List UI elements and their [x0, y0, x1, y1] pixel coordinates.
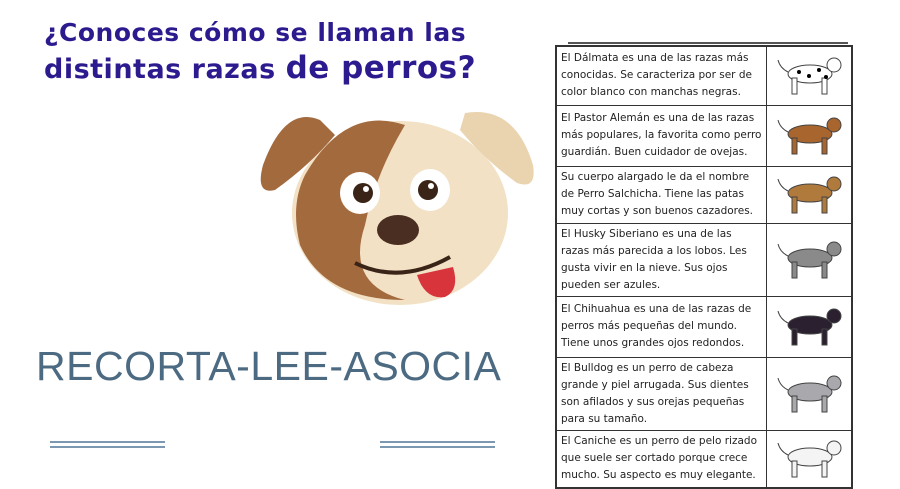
breed-row [556, 105, 852, 166]
breed-description: El Dálmata es una de las razas más conocidas. Se caracteriza por ser de color blanco con manchas negras. [556, 46, 766, 105]
dachshund-icon [774, 169, 844, 217]
breed-picture-cell [766, 296, 852, 357]
title-line-2 [44, 50, 476, 86]
breed-row [556, 166, 852, 223]
breed-picture-cell [766, 357, 852, 430]
table-top-line [568, 42, 848, 44]
divider-right [380, 441, 495, 448]
slogan: RECORTA-LEE-ASOCIA [36, 343, 502, 389]
breed-picture-cell [766, 430, 852, 488]
breed-description: El Husky Siberiano es una de las razas más parecida a los lobos. Les gusta vivir en la nieve. Sus ojos pueden ser azules. [556, 223, 766, 296]
breed-description: El Chihuahua es una de las razas de perros más pequeñas del mundo. Tiene unos grandes ojos redondos. [556, 296, 766, 357]
breed-picture-cell [766, 46, 852, 105]
breeds-table [555, 45, 853, 489]
breed-picture-cell [766, 223, 852, 296]
cartoon-dog-face-icon [255, 85, 535, 310]
breed-description: Su cuerpo alargado le da el nombre de Perro Salchicha. Tiene las patas muy cortas y son buenos cazadores. [556, 166, 766, 223]
title-line-2a: distintas razas [44, 54, 286, 85]
breed-row [556, 357, 852, 430]
breed-description: El Caniche es un perro de pelo rizado que suele ser cortado porque crece mucho. Su aspecto es muy elegante. [556, 430, 766, 488]
dalmatian-icon [774, 50, 844, 98]
breed-row [556, 46, 852, 105]
german-shepherd-icon [774, 110, 844, 158]
divider-left [50, 441, 165, 448]
breed-description: El Bulldog es un perro de cabeza grande y piel arrugada. Sus dientes son afilados y sus orejas pequeñas para su tamaño. [556, 357, 766, 430]
breed-row [556, 223, 852, 296]
breed-description: El Pastor Alemán es una de las razas más populares, la favorita como perro guardián. Buen cuidador de ovejas. [556, 105, 766, 166]
husky-icon [774, 234, 844, 282]
chihuahua-icon [774, 301, 844, 349]
breed-picture-cell [766, 105, 852, 166]
title-line-2b: de perros? [285, 50, 477, 86]
poodle-icon [774, 433, 844, 481]
breed-row [556, 430, 852, 488]
title-line-1: ¿Conoces cómo se llaman las [44, 18, 467, 47]
bulldog-icon [774, 368, 844, 416]
breed-picture-cell [766, 166, 852, 223]
breed-row [556, 296, 852, 357]
